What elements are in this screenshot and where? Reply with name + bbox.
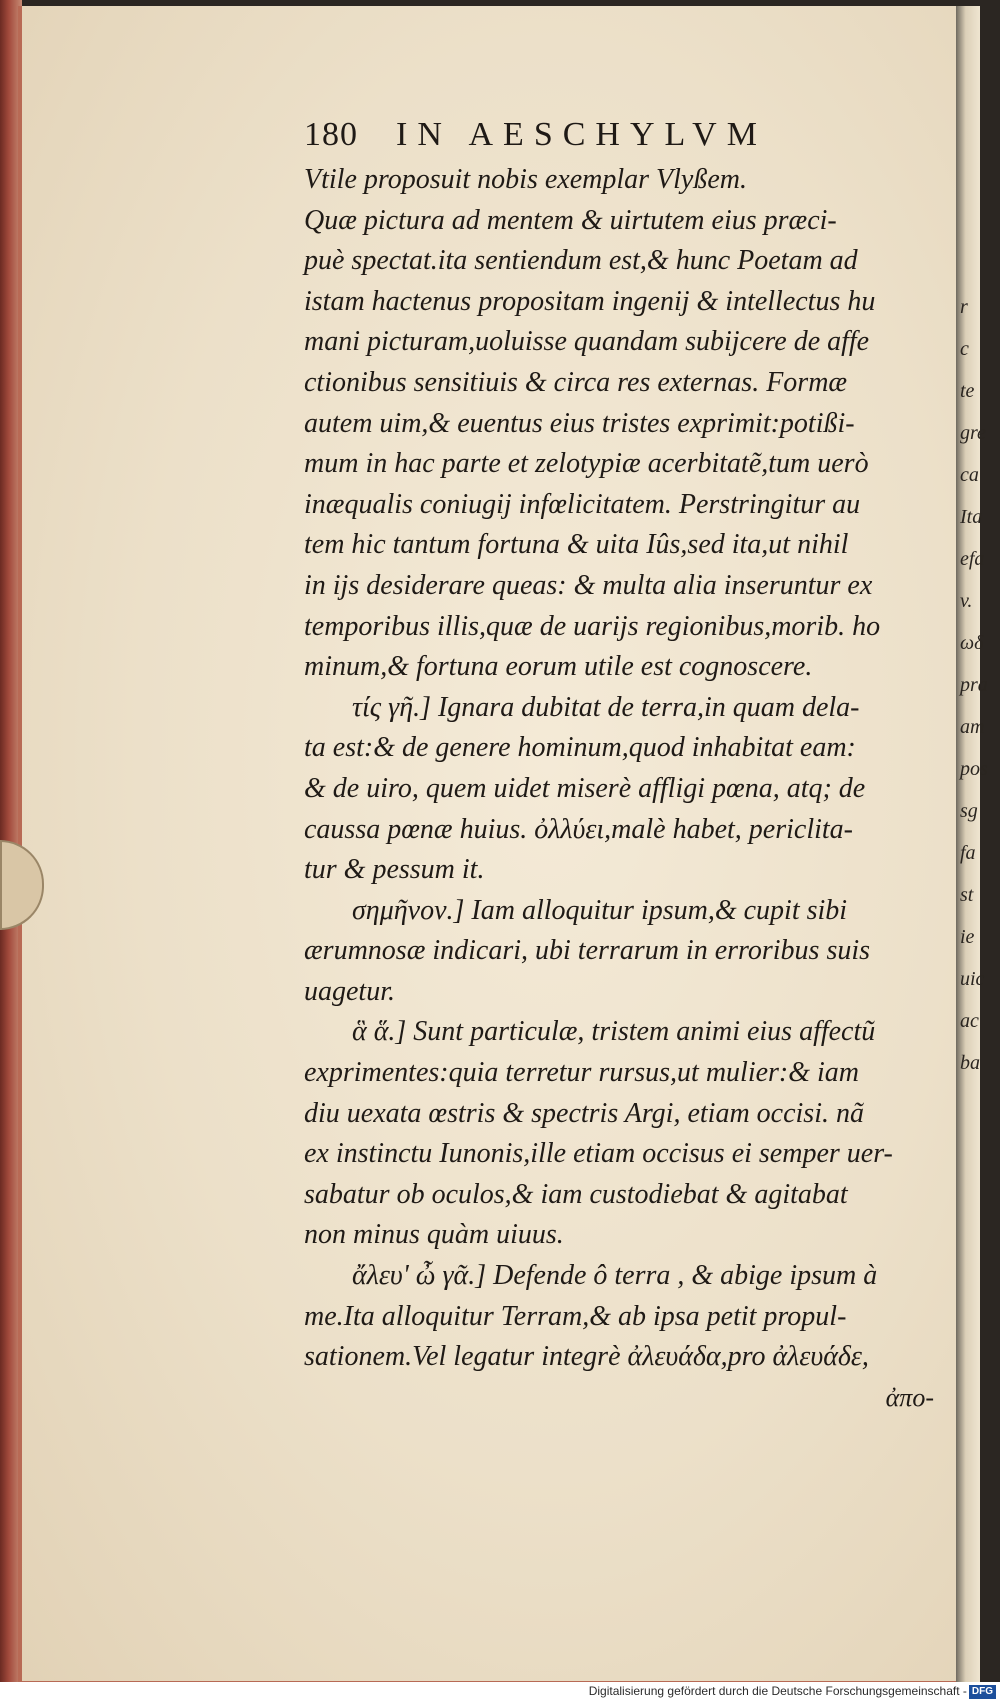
- text-line: minum,& fortuna eorum utile est cognoscere.: [304, 651, 813, 683]
- text-line: istam hactenus propositam ingenij & intellectus hu: [304, 285, 876, 317]
- page-sheet: [18, 6, 988, 1686]
- text-line: tem hic tantum fortuna & uita Iûs,sed ita,ut nihil: [304, 529, 849, 561]
- margin-letter: ac: [960, 1010, 979, 1032]
- text-line: uagetur.: [304, 975, 395, 1007]
- text-line: ærumnosæ indicari, ubi terrarum in erroribus suis: [304, 935, 871, 967]
- margin-letter: efa: [960, 548, 985, 570]
- page-header: [304, 116, 954, 160]
- adjacent-page-strip: [956, 6, 988, 1686]
- margin-letter: am: [960, 716, 985, 738]
- margin-letter: gre: [960, 422, 986, 444]
- margin-letter: uic: [960, 968, 985, 990]
- text-line: ἄλευ' ὦ γᾶ.] Defende ô terra , & abige ipsum à: [352, 1260, 878, 1292]
- text-line: non minus quàm uiuus.: [304, 1219, 564, 1251]
- margin-letter: te: [960, 380, 975, 402]
- margin-letter: Ita: [960, 506, 983, 528]
- digitization-footer: [0, 1682, 1000, 1701]
- text-line: mum in hac parte et zelotypiæ acerbitatẽ,tum uerò: [304, 448, 869, 480]
- margin-letter: ba: [960, 1052, 980, 1074]
- text-line: me.Ita alloquitur Terram,& ab ipsa petit propul-: [304, 1300, 847, 1332]
- text-line: autem uim,& euentus eius tristes exprimit:potißi-: [304, 407, 855, 439]
- margin-letter: v.: [960, 590, 973, 612]
- text-line: ex instinctu Iunonis,ille etiam occisus ei semper uer-: [304, 1138, 893, 1170]
- text-line: ctionibus sensitiuis & circa res externas. Formæ: [304, 366, 848, 398]
- footer-credit: Digitalisierung gefördert durch die Deutsche Forschungsgemeinschaft -: [588, 1684, 967, 1699]
- body-text: [304, 160, 954, 1378]
- margin-letter: c: [960, 338, 969, 360]
- margin-letter: pra: [960, 674, 988, 696]
- text-line: σημῆνον.] Iam alloquitur ipsum,& cupit sibi: [352, 894, 848, 926]
- text-line: sationem.Vel legatur integrè ἀλευάδα,pro ἀλευάδε,: [304, 1341, 869, 1373]
- margin-letter: ca: [960, 464, 979, 486]
- text-line: & de uiro, quem uidet miserè affligi pœna, atq; de: [304, 772, 866, 804]
- page-number: 180: [304, 116, 358, 153]
- catchword: ἀπο-: [885, 1382, 934, 1412]
- text-line: ta est:& de genere hominum,quod inhabitat eam:: [304, 732, 856, 764]
- running-head: IN AESCHYLVM: [396, 116, 767, 153]
- text-line: sabatur ob oculos,& iam custodiebat & agitabat: [304, 1178, 848, 1210]
- text-line: inæqualis coniugij infœlicitatem. Perstringitur au: [304, 488, 861, 520]
- margin-letter: ie: [960, 926, 975, 948]
- margin-letter: fa: [960, 842, 976, 864]
- page-content: [304, 116, 954, 1418]
- text-line: Vtile proposuit nobis exemplar Vlyßem.: [304, 164, 747, 195]
- text-line: tur & pessum it.: [304, 854, 485, 886]
- dfg-logo: DFG: [969, 1685, 996, 1699]
- text-line: τίς γῆ.] Ignara dubitat de terra,in quam dela-: [352, 691, 860, 723]
- text-line: diu uexata œstris & spectris Argi, etiam occisi. nã: [304, 1097, 864, 1129]
- text-line: mani picturam,uoluisse quandam subijcere de affe: [304, 326, 870, 358]
- text-line: Quæ pictura ad mentem & uirtutem eius præci-: [304, 204, 837, 236]
- text-line: ἃ ἅ.] Sunt particulæ, tristem animi eius affectũ: [352, 1016, 876, 1048]
- margin-letter: st: [960, 884, 974, 906]
- margin-letter: sg: [960, 800, 978, 822]
- text-line: exprimentes:quia terretur rursus,ut mulier:& iam: [304, 1057, 860, 1089]
- text-line: temporibus illis,quæ de uarijs regionibus,morib. ho: [304, 610, 881, 642]
- text-line: in ijs desiderare queas: & multa alia inseruntur ex: [304, 569, 873, 601]
- text-line: caussa pœnæ huius. ὀλλύει,malè habet, periclita-: [304, 813, 853, 845]
- margin-letter: ωδ: [960, 632, 984, 654]
- margin-letter: pos: [960, 758, 988, 780]
- text-line: puè spectat.ita sentiendum est,& hunc Poetam ad: [304, 245, 858, 277]
- margin-letter: r: [960, 296, 968, 318]
